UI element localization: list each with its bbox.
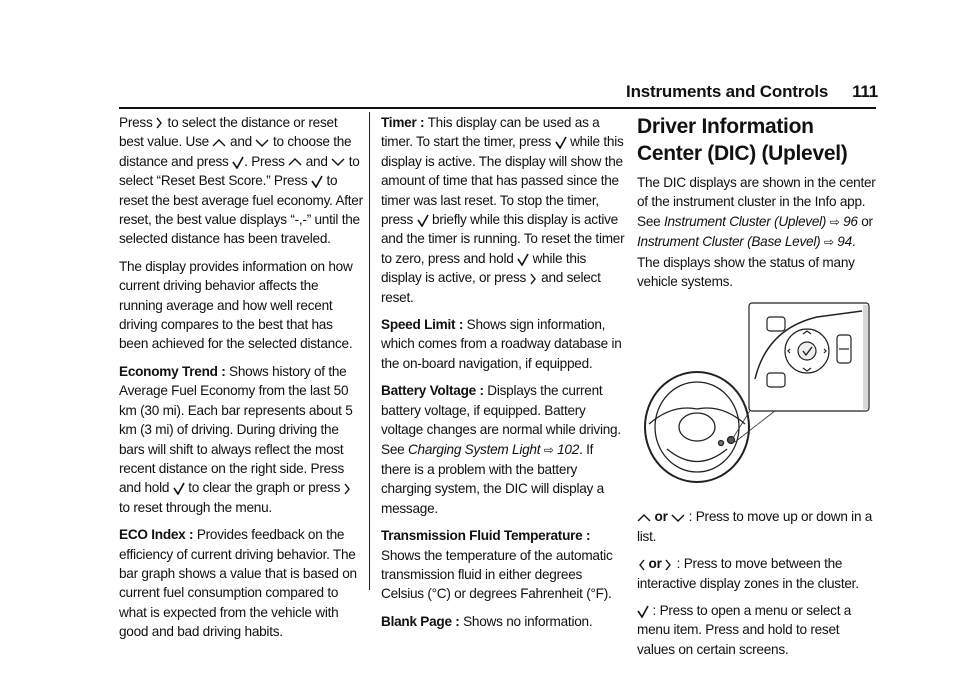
paragraph-best-value: Press to select the distance or reset best value. Use and to choose the distance and press . Press and to select “Reset Best Score.” Press to reset the best average fuel economy. After reset, the best value displays “-,-” until the selected distance has been traveled. [119, 115, 363, 247]
paragraph-battery-voltage: Battery Voltage : Displays the current battery voltage, if equipped. Battery voltage changes are normal while driving. See Charging System Light ⇨ 102. If there is a problem with the battery charging system, the DIC will display a message. [381, 383, 621, 516]
paragraph-speed-limit: Speed Limit : Shows sign information, which comes from a roadway database in the on-board navigation, if equipped. [381, 317, 622, 371]
paragraph-display-info: The display provides information on how current driving behavior affects the running average and how well recent driving compares to the best that has been achieved for the selected distance. [119, 258, 353, 352]
page-reference[interactable]: 94 [837, 234, 852, 250]
term-eco-index: ECO Index : [119, 527, 194, 543]
chevron-up-icon [212, 139, 226, 147]
paragraph-transmission-fluid: Transmission Fluid Temperature : Shows the temperature of the automatic transmission fluid in either degrees Celsius (°C) or degrees Fahrenheit (°F). [381, 528, 613, 602]
double-chevron-right-icon [156, 117, 164, 129]
chevron-up-icon [637, 514, 651, 522]
term-blank-page: Blank Page : [381, 613, 460, 629]
checkmark-icon [517, 253, 529, 266]
page-arrow-icon: ⇨ [829, 214, 840, 229]
term-battery-voltage: Battery Voltage : [381, 383, 484, 399]
page-reference[interactable]: 96 [843, 213, 858, 229]
column-divider [369, 112, 370, 590]
paragraph-select: : Press to open a menu or select a menu item. Press and hold to reset values on certain screens. [637, 603, 852, 657]
checkmark-icon [311, 175, 323, 188]
chevron-down-icon [331, 158, 345, 166]
page-header [626, 82, 878, 102]
checkmark-icon [232, 156, 244, 169]
steering-wheel-drawing [645, 372, 749, 482]
cross-reference-link[interactable]: Charging System Light [407, 441, 541, 457]
checkmark-icon [173, 482, 185, 495]
paragraph-dic-intro: The DIC displays are shown in the center of the instrument cluster in the Info app. See Instrument Cluster (Uplevel) ⇨ 96 or Instrument Cluster (Base Level) ⇨ 94. The displays show the status of many vehicle systems. [637, 175, 876, 290]
section-heading: Driver Information Center (DIC) (Uplevel) [637, 115, 848, 165]
page-arrow-icon: ⇨ [823, 235, 834, 250]
chevron-down-icon [671, 514, 685, 522]
chevron-up-icon [288, 158, 302, 166]
checkmark-icon [555, 136, 567, 149]
term-speed-limit: Speed Limit : [381, 317, 464, 333]
double-chevron-right-icon [665, 559, 673, 571]
inset-edge-shading [863, 305, 868, 409]
double-chevron-left-icon [637, 559, 645, 571]
page-reference[interactable]: 102 [557, 441, 580, 457]
page-number: 111 [852, 82, 878, 101]
term-transmission-fluid: Transmission Fluid Temperature : [381, 528, 591, 544]
paragraph-timer: Timer : This display can be used as a timer. To start the timer, press while this display is active. The display will show the amount of time that has passed since the timer was last reset. To stop the timer, press briefly while this display is active and the timer is running. To reset the timer to zero, press and hold while this display is active, or press and select reset. [381, 115, 625, 305]
paragraph-up-down: or : Press to move up or down in a list. [637, 509, 873, 544]
paragraph-eco-index: ECO Index : Provides feedback on the efficiency of current driving behavior. The bar graph shows a value that is based on current fuel consumption compared to what is expected from the vehicle with good and bad driving habits. [119, 527, 357, 640]
double-chevron-right-icon [344, 483, 352, 495]
column-1 [119, 113, 363, 650]
header-rule [119, 107, 876, 109]
section-title: Instruments and Controls [626, 82, 829, 101]
cross-reference-link[interactable]: Instrument Cluster (Uplevel) [663, 213, 827, 229]
cross-reference-link[interactable]: Instrument Cluster (Base Level) [637, 234, 821, 250]
checkmark-icon [417, 214, 429, 227]
term-economy-trend: Economy Trend : [119, 363, 226, 379]
paragraph-blank-page: Blank Page : Shows no information. [381, 613, 593, 629]
paragraph-economy-trend: Economy Trend : Shows history of the Average Fuel Economy from the last 50 km (30 mi). Each bar represents about 5 km (3 mi) of driving. During driving the bars will shift to always reflect the most recent distance on the right side. Press and hold to clear the graph or press to reset through the menu. [119, 363, 353, 515]
double-chevron-right-icon [530, 273, 538, 285]
page-arrow-icon: ⇨ [543, 442, 554, 457]
paragraph-left-right: or : Press to move between the interactive display zones in the cluster. [637, 556, 859, 591]
steering-wheel-controls-illustration [637, 299, 873, 495]
checkmark-icon [637, 605, 649, 618]
column-3 [637, 113, 877, 667]
column-2 [381, 113, 625, 639]
chevron-down-icon [255, 139, 269, 147]
term-timer: Timer : [381, 115, 425, 130]
